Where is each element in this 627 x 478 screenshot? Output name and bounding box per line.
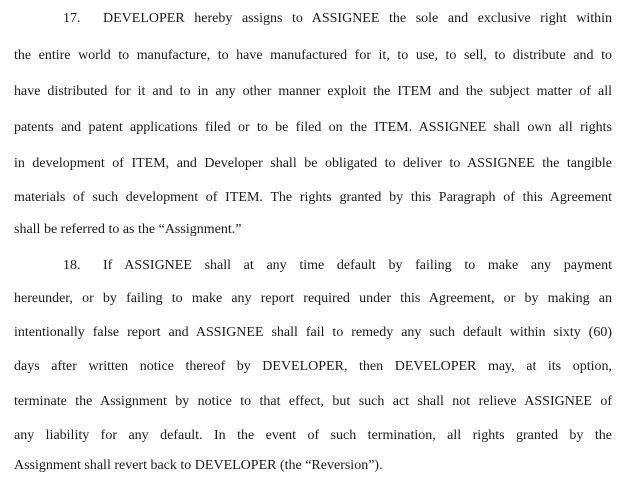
- paragraph-18-line-2: hereunder, or by failing to make any report required under this Agreement, or by making an: [14, 291, 612, 306]
- paragraph-17-line-2: the entire world to manufacture, to have manufactured for it, to use, to sell, to distribute and to: [14, 48, 612, 63]
- paragraph-number: 17.: [63, 11, 81, 26]
- paragraph-17-line-5: in development of ITEM, and Developer shall be obligated to deliver to ASSIGNEE the tangible: [14, 156, 612, 171]
- paragraph-number: 18.: [63, 258, 81, 273]
- paragraph-17-line-7: shall be referred to as the “Assignment.”: [14, 222, 242, 237]
- paragraph-text: DEVELOPER hereby assigns to ASSIGNEE the sole and exclusive right within: [103, 11, 612, 26]
- paragraph-17-line-6: materials of such development of ITEM. The rights granted by this Paragraph of this Agreement: [14, 190, 612, 205]
- paragraph-18-line-5: terminate the Assignment by notice to that effect, but such act shall not relieve ASSIGNEE of: [14, 394, 612, 409]
- paragraph-18-line-6: any liability for any default. In the event of such termination, all rights granted by the: [14, 428, 612, 443]
- paragraph-18-line-4: days after written notice thereof by DEVELOPER, then DEVELOPER may, at its option,: [14, 359, 612, 374]
- paragraph-17-line-1: [63, 9, 612, 29]
- paragraph-17-line-4: patents and patent applications filed or to be filed on the ITEM. ASSIGNEE shall own all rights: [14, 120, 612, 135]
- paragraph-18-line-7: Assignment shall revert back to DEVELOPER (the “Reversion”).: [14, 458, 383, 473]
- paragraph-18-line-3: intentionally false report and ASSIGNEE shall fail to remedy any such default within sixty (60): [14, 325, 612, 340]
- paragraph-text: If ASSIGNEE shall at any time default by failing to make any payment: [103, 258, 612, 273]
- paragraph-18-line-1: [63, 256, 612, 276]
- paragraph-17-line-3: have distributed for it and to in any other manner exploit the ITEM and the subject matter of all: [14, 84, 612, 99]
